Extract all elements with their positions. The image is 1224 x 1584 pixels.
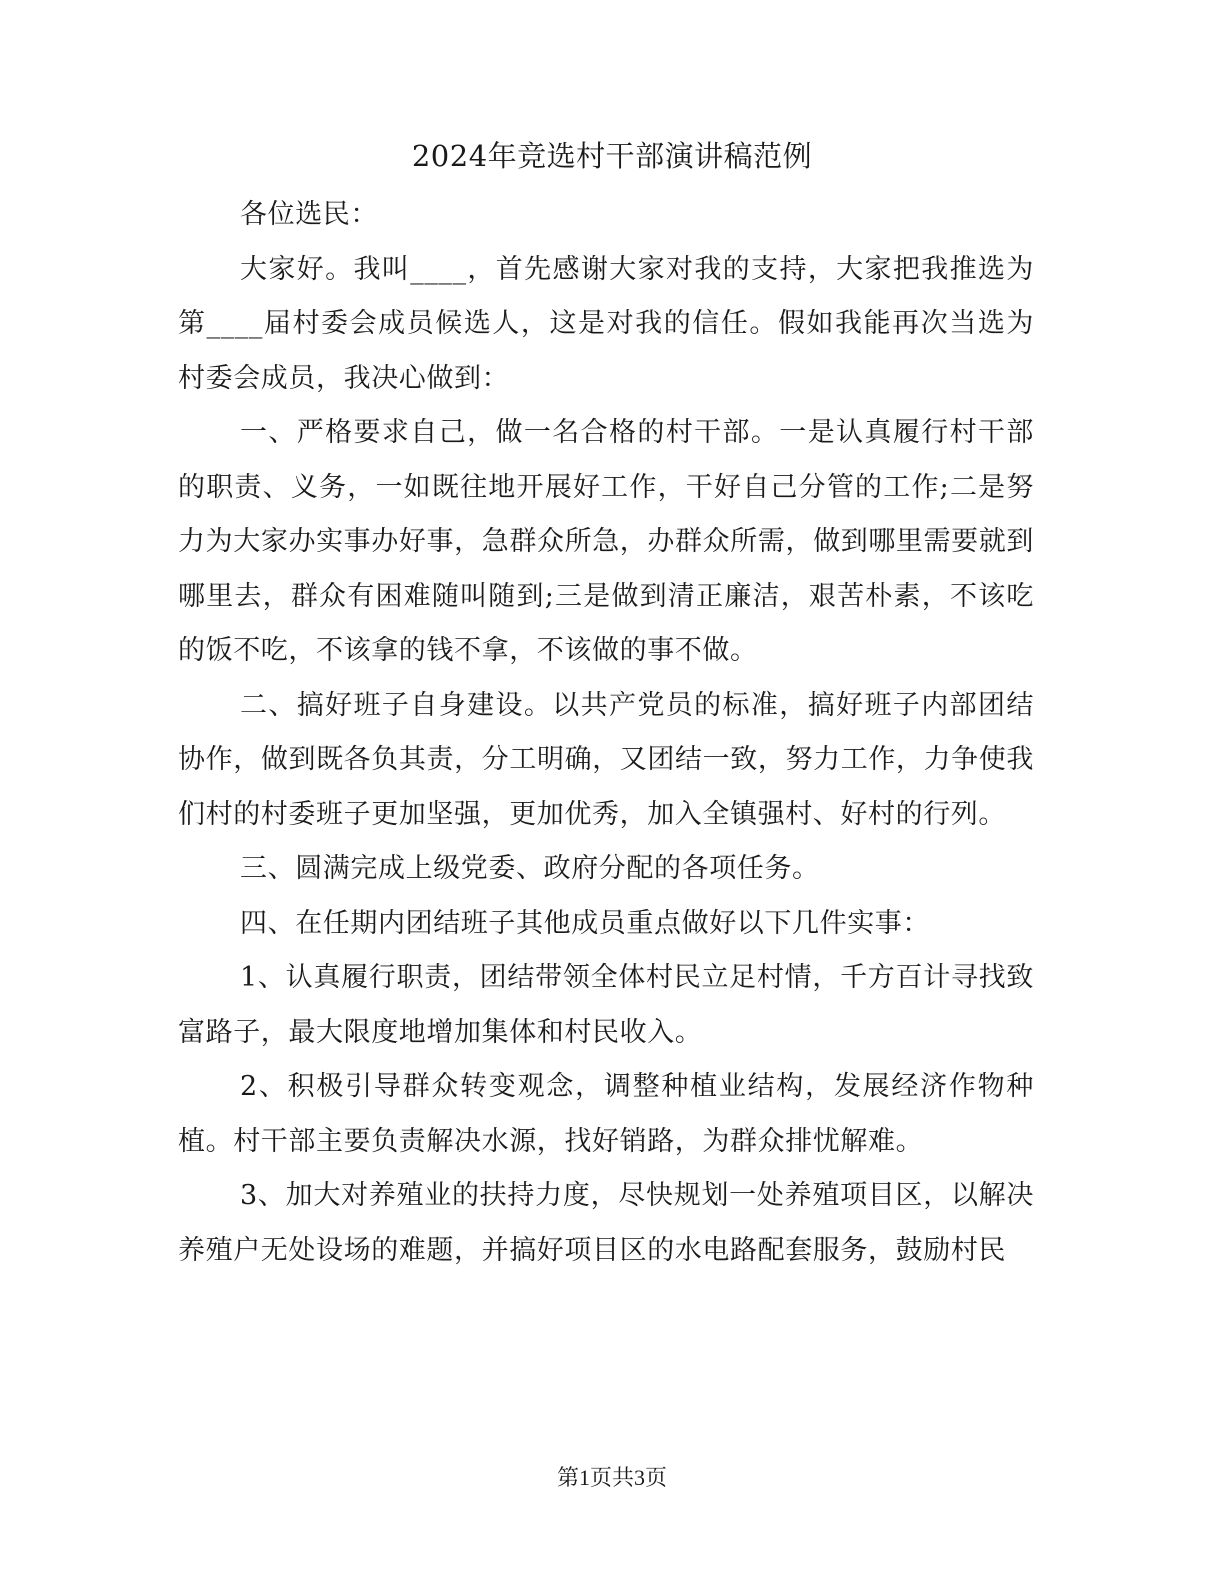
paragraph-item-1: 1、认真履行职责，团结带领全体村民立足村情，千方百计寻找致富路子，最大限度地增加集体和村民收入。: [178, 962, 1034, 1048]
document-body: [178, 188, 1034, 1278]
paragraph-point-2: 二、搞好班子自身建设。以共产党员的标准，搞好班子内部团结协作，做到既各负其责，分工明确，又团结一致，努力工作，力争使我们村的村委班子更加坚强，更加优秀，加入全镇强村、好村的行列。: [178, 689, 1034, 830]
paragraph-point-4: 四、在任期内团结班子其他成员重点做好以下几件实事：: [240, 907, 930, 939]
paragraph-item-3: 3、加大对养殖业的扶持力度，尽快规划一处养殖项目区，以解决养殖户无处设场的难题，并搞好项目区的水电路配套服务，鼓励村民: [178, 1180, 1034, 1266]
paragraph-greeting: 大家好。我叫____，首先感谢大家对我的支持，大家把我推选为第____届村委会成员候选人，这是对我的信任。假如我能再次当选为村委会成员，我决心做到：: [178, 253, 1034, 394]
paragraph-point-3: 三、圆满完成上级党委、政府分配的各项任务。: [240, 853, 820, 884]
document-title: 2024年竞选村干部演讲稿范例: [411, 139, 813, 173]
paragraph-point-1: 一、严格要求自己，做一名合格的村干部。一是认真履行村干部的职责、义务，一如既往地开展好工作，干好自己分管的工作;二是努力为大家办实事办好事，急群众所急，办群众所需，做到哪里需要就到哪里去，群众有困难随叫随到;三是做到清正廉洁，艰苦朴素，不该吃的饭不吃，不该拿的钱不拿，不该做的事不做。: [178, 417, 1034, 666]
page-number-footer: 第1页共3页: [556, 1465, 667, 1490]
paragraph-salutation: 各位选民：: [240, 199, 378, 230]
paragraph-item-2: 2、积极引导群众转变观念，调整种植业结构，发展经济作物种植。村干部主要负责解决水源，找好销路，为群众排忧解难。: [178, 1071, 1034, 1157]
